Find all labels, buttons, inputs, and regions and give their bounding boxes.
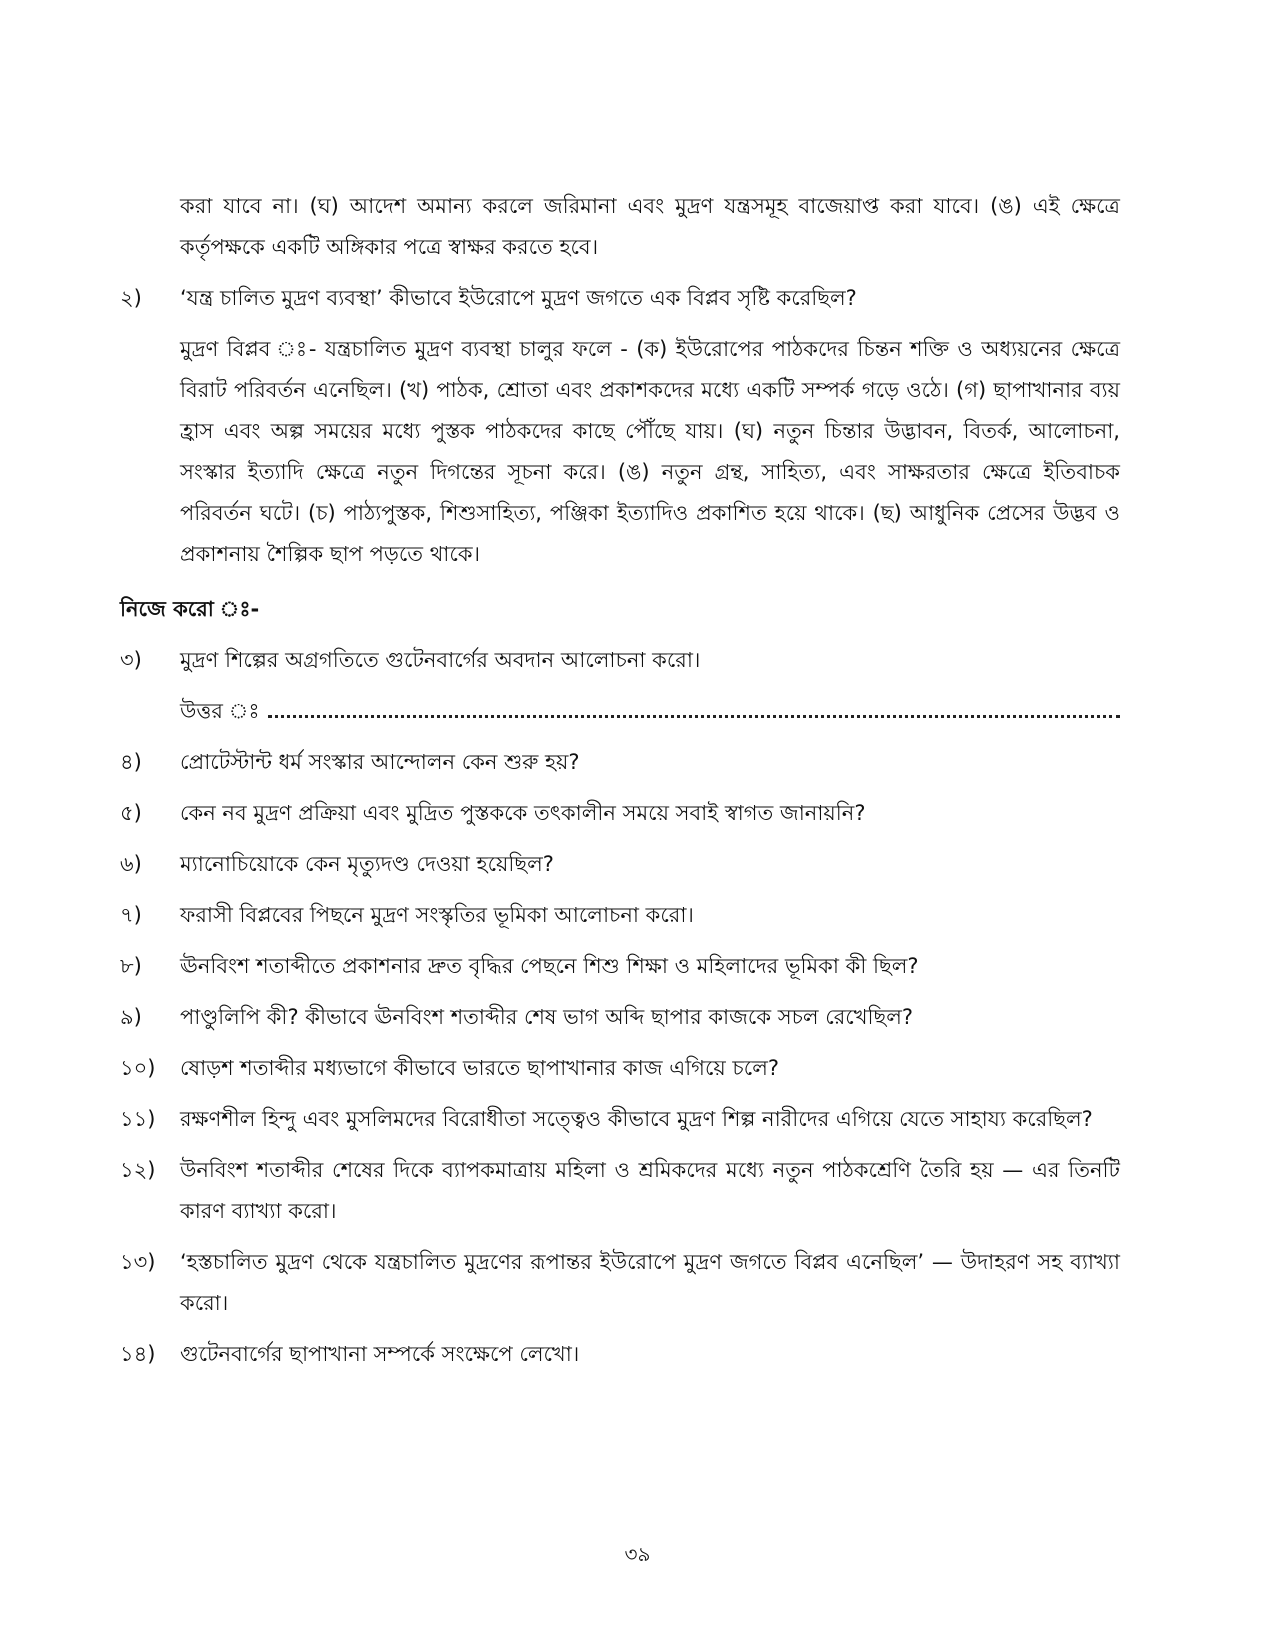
page-number: ৩৯ [624,1542,651,1566]
question-item [120,844,1120,885]
question-number: ৫) [120,801,142,825]
answer-paragraph: মুদ্রণ বিপ্লব ঃ- যন্ত্রচালিত মুদ্রণ ব্যবস্থা চালুর ফলে - (ক) ইউরোপের পাঠকদের চিন্তন শক্তি ও অধ্যয়নের ক্ষেত্রে বিরাট পরিবর্তন এনেছিল। (খ) পাঠক, শ্রোতা এবং প্রকাশকদের মধ্যে একটি সম্পর্ক গড়ে ওঠে। (গ) ছাপাখানার ব্যয় হ্রাস এবং অল্প সময়ের মধ্যে পুস্তক পাঠকদের কাছে পৌঁছে যায়। (ঘ) নতুন চিন্তার উদ্ভাবন, বিতর্ক, আলোচনা, সংস্কার ইত্যাদি ক্ষেত্রে নতুন দিগন্তের সূচনা করে। (ঙ) নতুন গ্রন্থ, সাহিত্য, এবং সাক্ষরতার ক্ষেত্রে ইতিবাচক পরিবর্তন ঘটে। (চ) পাঠ্যপুস্তক, শিশুসাহিত্য, পঞ্জিকা ইত্যাদিও প্রকাশিত হয়ে থাকে। (ছ) আধুনিক প্রেসের উদ্ভব ও প্রকাশনায় শৈল্পিক ছাপ পড়তে থাকে। [180,337,1120,566]
question-text: ‘যন্ত্র চালিত মুদ্রণ ব্যবস্থা’ কীভাবে ইউরোপে মুদ্রণ জগতে এক বিপ্লব সৃষ্টি করেছিল? [180,286,857,310]
question-number: ৩) [120,648,142,672]
question-text: গুটেনবার্গের ছাপাখানা সম্পর্কে সংক্ষেপে লেখো। [180,1342,580,1366]
question-item [120,997,1120,1038]
question-text: ম্যানোচিয়োকে কেন মৃত্যুদণ্ড দেওয়া হয়েছিল? [180,852,554,876]
question-item [120,1099,1120,1140]
question-number: ১০) [120,1056,156,1080]
question-number: ১১) [120,1107,156,1131]
question-text: রক্ষণশীল হিন্দু এবং মুসলিমদের বিরোধীতা সত্ত্বেও কীভাবে মুদ্রণ শিল্প নারীদের এগিয়ে যেতে সাহায্য করেছিল? [180,1107,1093,1131]
question-item [120,1334,1120,1375]
page-content [120,186,1120,1375]
question-number: ১৩) [120,1250,156,1274]
question-item [120,1150,1120,1232]
question-item [120,895,1120,936]
question-text: ‘হস্তচালিত মুদ্রণ থেকে যন্ত্রচালিত মুদ্রণের রূপান্তর ইউরোপে মুদ্রণ জগতে বিপ্লব এনেছিল’ — উদাহরণ সহ ব্যাখ্যা করো। [180,1250,1120,1315]
question-item [120,1048,1120,1089]
question-item [120,742,1120,783]
question-3 [120,640,1120,681]
question-text: প্রোটেস্টান্ট ধর্ম সংস্কার আন্দোলন কেন শুরু হয়? [180,750,580,774]
question-text: উনবিংশ শতাব্দীর শেষের দিকে ব্যাপকমাত্রায় মহিলা ও শ্রমিকদের মধ্যে নতুন পাঠকশ্রেণি তৈরি হয় — এর তিনটি কারণ ব্যাখ্যা করো। [180,1158,1120,1223]
answer-label: উত্তর ঃ [180,699,260,723]
question-number: ২) [120,286,142,310]
question-2 [120,278,1120,319]
question-text: মুদ্রণ শিল্পের অগ্রগতিতে গুটেনবার্গের অবদান আলোচনা করো। [180,648,701,672]
question-number: ৬) [120,852,142,876]
question-number: ১২) [120,1158,156,1182]
question-text: ষোড়শ শতাব্দীর মধ্যভাগে কীভাবে ভারতে ছাপাখানার কাজ এগিয়ে চলে? [180,1056,779,1080]
question-number: ৯) [120,1005,142,1029]
question-item [120,793,1120,834]
question-text: কেন নব মুদ্রণ প্রক্রিয়া এবং মুদ্রিত পুস্তককে তৎকালীন সময়ে সবাই স্বাগত জানায়নি? [180,801,866,825]
question-text: ঊনবিংশ শতাব্দীতে প্রকাশনার দ্রুত বৃদ্ধির পেছনে শিশু শিক্ষা ও মহিলাদের ভূমিকা কী ছিল? [180,954,919,978]
question-number: ১৪) [120,1342,156,1366]
question-item [120,1242,1120,1324]
self-practice-heading: নিজে করো ঃ- [120,597,260,621]
question-text: পাণ্ডুলিপি কী? কীভাবে ঊনবিংশ শতাব্দীর শেষ ভাগ অব্দি ছাপার কাজকে সচল রেখেছিল? [180,1005,914,1029]
question-number: ৮) [120,954,142,978]
question-number: ৭) [120,903,142,927]
continuation-paragraph: করা যাবে না। (ঘ) আদেশ অমান্য করলে জরিমানা এবং মুদ্রণ যন্ত্রসমূহ বাজেয়াপ্ত করা যাবে। (ঙ) এই ক্ষেত্রে কর্তৃপক্ষকে একটি অঙ্গিকার পত্রে স্বাক্ষর করতে হবে। [180,194,1120,259]
answer-dotted-line [268,693,1120,718]
question-item [120,946,1120,987]
question-number: ৪) [120,750,142,774]
answer-line [120,691,1120,732]
question-list [120,732,1120,1375]
question-text: ফরাসী বিপ্লবের পিছনে মুদ্রণ সংস্কৃতির ভূমিকা আলোচনা করো। [180,903,694,927]
